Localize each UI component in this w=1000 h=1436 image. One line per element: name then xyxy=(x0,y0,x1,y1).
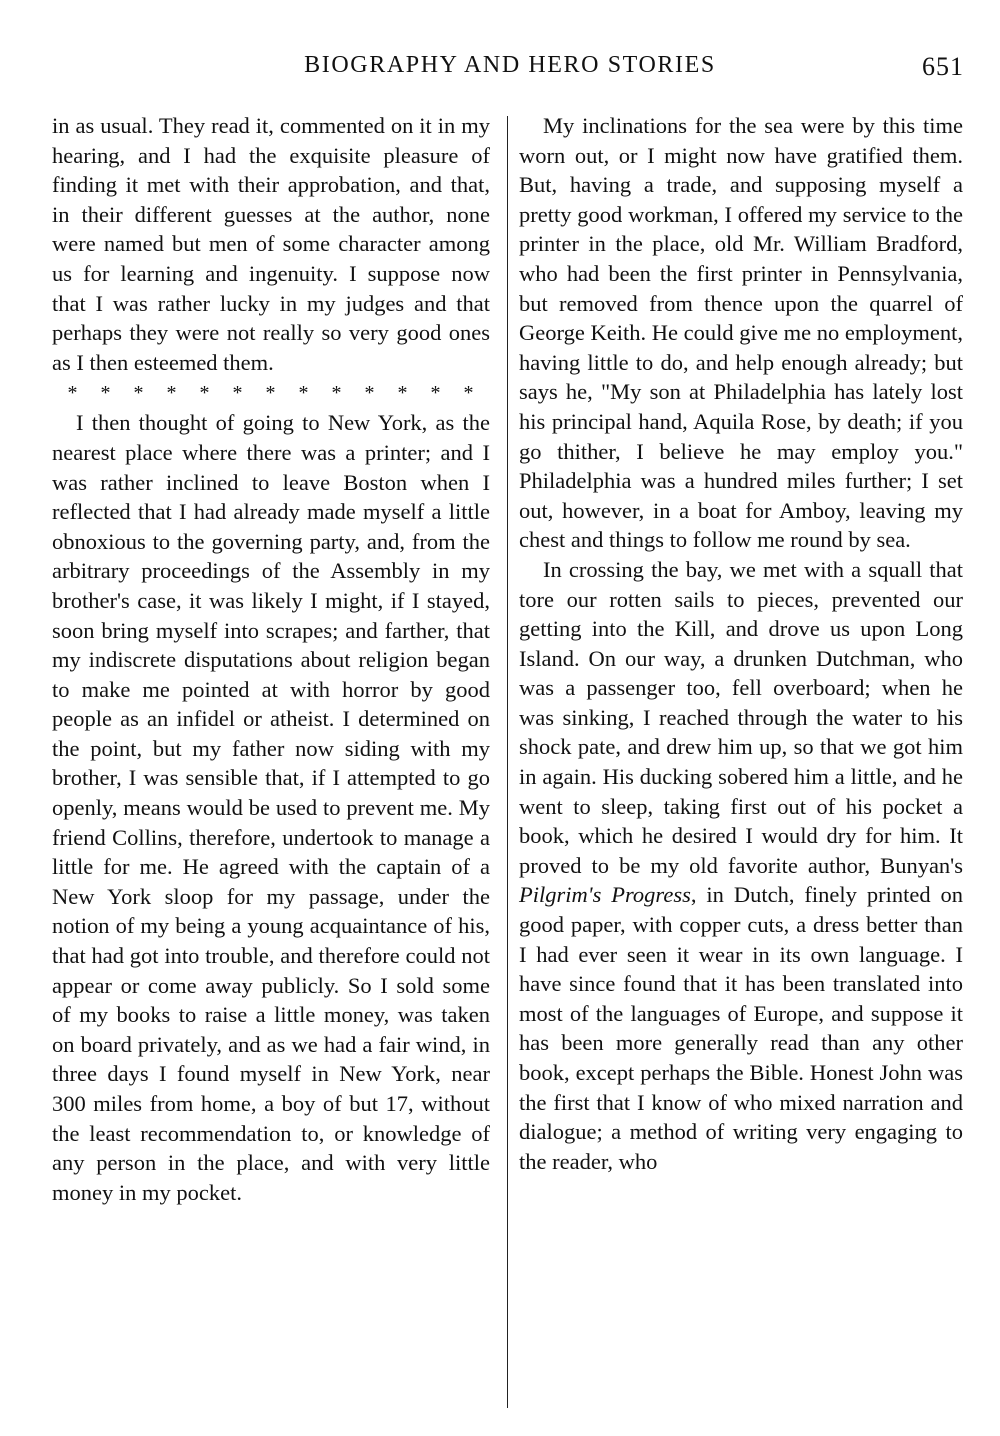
right-column xyxy=(519,111,963,1176)
book-title: Pilgrim's Progress xyxy=(519,882,691,908)
left-column xyxy=(52,111,490,1207)
page-number: 651 xyxy=(922,52,964,81)
right-paragraph-crossing xyxy=(519,555,963,1176)
left-paragraph-new-york: I then thought of going to New York, as the nearest place where there was a printer; and I was rather inclined to leave Boston when I reflected that I had already made myself a little obnoxious to the governing party, and, from the arbitrary proceedings of the Assembly in my brother's case, it was likely I might, if I stayed, soon bring myself into scrapes; and farther, that my indiscrete disputations about religion began to make me pointed at with horror by good people as an infidel or atheist. I determined on the point, but my father now siding with my brother, I was sensible that, if I attempted to go openly, means would be used to prevent me. My friend Collins, therefore, undertook to manage a little for me. He agreed with the captain of a New York sloop for my passage, under the notion of my being a young acquaintance of his, that had got into trouble, and therefore could not appear or come away publicly. So I sold some of my books to raise a little money, was taken on board privately, and as we had a fair wind, in three days I found myself in New York, near 300 miles from home, a boy of but 17, without the least recommendation to, or knowledge of any person in the place, and with very little money in my pocket. xyxy=(52,410,490,1205)
left-paragraph-continued: in as usual. They read it, commented on it in my hearing, and I had the exquisite pleasure of finding it met with their approbation, and that, in their different guesses at the author, none were named but men of some character among us for learning and ingenuity. I suppose now that I was rather lucky in my judges and that perhaps they were not really so very good ones as I then esteemed them. xyxy=(52,113,490,375)
running-title: BIOGRAPHY AND HERO STORIES xyxy=(304,52,716,78)
right-paragraph-printer: My inclinations for the sea were by this time worn out, or I might now have gratified them. But, having a trade, and supposing myself a pretty good workman, I offered my service to the printer in the place, old Mr. William Bradford, who had been the first printer in Pennsylvania, but removed from thence upon the quarrel of George Keith. He could give me no employment, having little to do, and help enough already; but says he, "My son at Philadelphia has lately lost his principal hand, Aquila Rose, by death; if you go thither, I believe he may employ you." Philadelphia was a hundred miles further; I set out, however, in a boat for Amboy, leaving my chest and things to follow me round by sea. xyxy=(519,113,963,553)
running-header xyxy=(0,52,1000,92)
crossing-text-start: In crossing the bay, we met with a squall that tore our rotten sails to pieces, prevented our getting into the Kill, and drove us upon Long Island. On our way, a drunken Dutchman, who was a passenger too, fell overboard; when he was sinking, I reached through the water to his shock pate, and drew him up, so that we got him in again. His ducking sobered him a little, and he went to sleep, taking first out of his pocket a book, which he desired I would dry for him. It proved to be my old favorite author, Bunyan's xyxy=(519,556,963,878)
column-divider xyxy=(507,116,508,1408)
section-separator: * * * * * * * * * * * * * xyxy=(67,382,475,405)
crossing-text-end: , in Dutch, finely printed on good paper, with copper cuts, a dress better than I had ever seen it wear in its own language. I have since found that it has been translated into most of the languages of Europe, and suppose it has been more generally read than any other book, except perhaps the Bible. Honest John was the first that I know of who mixed narration and dialogue; a method of writing very engaging to the reader, who xyxy=(519,882,964,1174)
